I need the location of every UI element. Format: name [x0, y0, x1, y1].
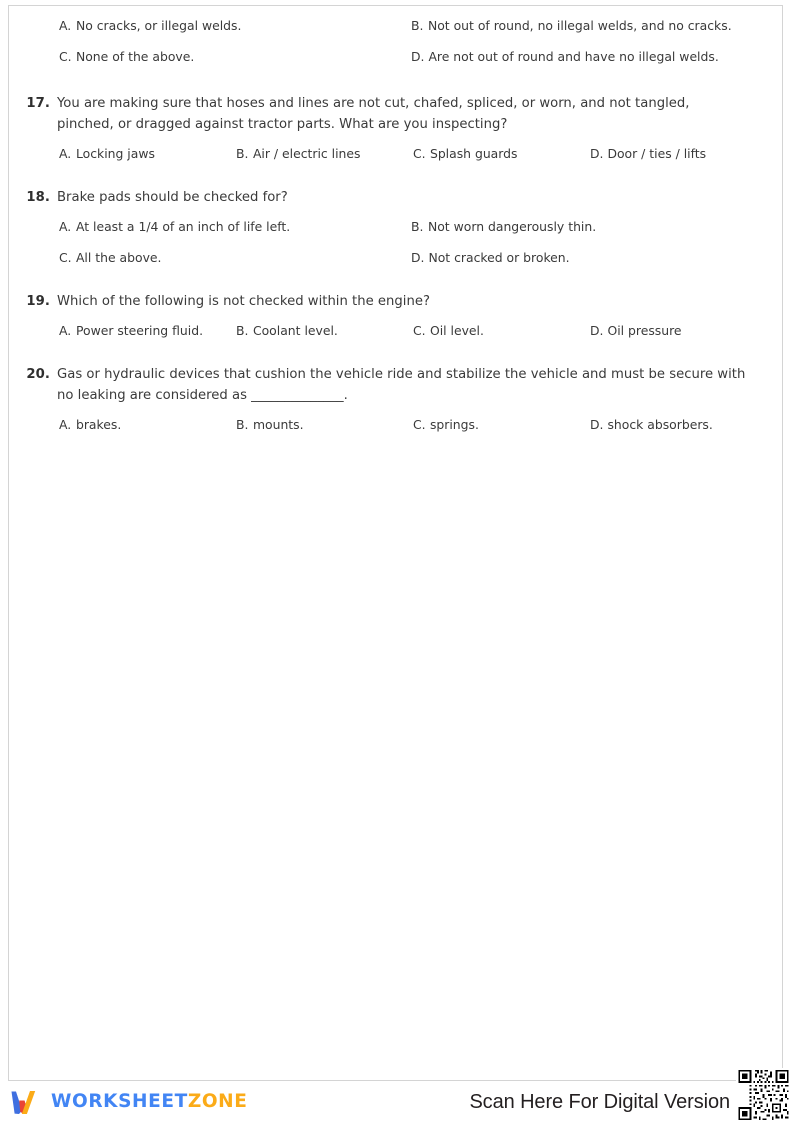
option-d[interactable] [590, 415, 767, 435]
option-text: Coolant level. [252, 323, 338, 338]
option-text: Not cracked or broken. [428, 250, 570, 265]
option-a[interactable] [59, 144, 236, 164]
option-letter: B. [236, 146, 249, 161]
option-text: Are not out of round and have no illegal welds. [428, 49, 719, 64]
option-letter: D. [411, 49, 425, 64]
question-20 [22, 364, 770, 435]
option-letter: A. [59, 323, 72, 338]
option-letter: C. [413, 417, 426, 432]
option-text: Oil level. [429, 323, 484, 338]
option-text: Door / ties / lifts [607, 146, 707, 161]
question-19 [22, 291, 770, 341]
option-b[interactable] [411, 217, 596, 237]
option-text: brakes. [75, 417, 122, 432]
question-number: 20. [26, 367, 50, 382]
worksheet-page-sheet [8, 5, 783, 1081]
option-row [59, 321, 770, 341]
option-letter: D. [590, 146, 604, 161]
question-text: You are making sure that hoses and lines are not cut, chafed, spliced, or worn, and not tangled, pinched, or dragged against tractor parts. What are you inspecting? [57, 96, 690, 132]
option-d[interactable] [411, 248, 570, 268]
option-letter: B. [411, 219, 424, 234]
option-a[interactable] [59, 16, 411, 36]
option-b[interactable] [411, 16, 732, 36]
question-header [22, 364, 770, 406]
option-letter: D. [411, 250, 425, 265]
brand-text-primary: WORKSHEET [51, 1090, 188, 1112]
question-header [22, 291, 770, 312]
worksheet-zone-w-mark-icon [10, 1089, 42, 1116]
spacer [22, 67, 770, 93]
question-18 [22, 187, 770, 268]
question-number: 18. [26, 190, 50, 205]
worksheet-content [22, 16, 770, 435]
question-text: Brake pads should be checked for? [57, 190, 288, 205]
option-row [59, 144, 770, 164]
option-row [59, 47, 770, 67]
option-letter: B. [236, 417, 249, 432]
option-b[interactable] [236, 144, 413, 164]
option-c[interactable] [59, 248, 411, 268]
option-b[interactable] [236, 415, 413, 435]
option-row [59, 217, 770, 237]
option-row [59, 16, 770, 36]
option-text: No cracks, or illegal welds. [75, 18, 242, 33]
option-letter: C. [59, 250, 72, 265]
option-c[interactable] [59, 47, 411, 67]
option-d[interactable] [590, 321, 767, 341]
option-text: Locking jaws [75, 146, 155, 161]
option-text: springs. [429, 417, 479, 432]
option-group [22, 312, 770, 341]
option-text: Not out of round, no illegal welds, and no cracks. [427, 18, 732, 33]
option-letter: C. [59, 49, 72, 64]
option-letter: B. [236, 323, 249, 338]
worksheet-zone-logo[interactable] [10, 1085, 248, 1119]
scan-here-label: Scan Here For Digital Version [469, 1091, 730, 1113]
option-d[interactable] [411, 47, 719, 67]
option-a[interactable] [59, 321, 236, 341]
option-text: mounts. [252, 417, 304, 432]
option-text: Power steering fluid. [75, 323, 204, 338]
spacer [22, 268, 770, 291]
question-text: Which of the following is not checked within the engine? [57, 294, 430, 309]
question-text: Gas or hydraulic devices that cushion the vehicle ride and stabilize the vehicle and must be secure with no leaking are considered as ______________. [57, 367, 746, 403]
option-letter: D. [590, 323, 604, 338]
option-letter: C. [413, 323, 426, 338]
spacer [22, 341, 770, 364]
option-d[interactable] [590, 144, 767, 164]
option-text: Not worn dangerously thin. [427, 219, 597, 234]
option-text: Oil pressure [607, 323, 682, 338]
option-letter: B. [411, 18, 424, 33]
question-17 [22, 93, 770, 164]
option-a[interactable] [59, 415, 236, 435]
brand-text-secondary: ZONE [187, 1090, 248, 1112]
option-group [22, 135, 770, 164]
option-row [59, 415, 770, 435]
option-letter: A. [59, 18, 72, 33]
option-group [22, 208, 770, 268]
question-number: 19. [26, 294, 50, 309]
question-header [22, 93, 770, 135]
option-letter: A. [59, 146, 72, 161]
question-header [22, 187, 770, 208]
option-c[interactable] [413, 415, 590, 435]
option-text: Air / electric lines [252, 146, 361, 161]
option-group [22, 406, 770, 435]
continued-question-options [22, 16, 770, 67]
option-c[interactable] [413, 321, 590, 341]
option-a[interactable] [59, 217, 411, 237]
qr-code-icon[interactable] [736, 1068, 791, 1122]
option-letter: A. [59, 417, 72, 432]
option-letter: C. [413, 146, 426, 161]
option-c[interactable] [413, 144, 590, 164]
option-text: Splash guards [429, 146, 518, 161]
page-footer [0, 1085, 793, 1122]
option-group [22, 16, 770, 67]
option-b[interactable] [236, 321, 413, 341]
question-number: 17. [26, 96, 50, 111]
option-letter: D. [590, 417, 604, 432]
option-text: All the above. [75, 250, 162, 265]
brand-wordmark [51, 1090, 248, 1112]
option-text: None of the above. [75, 49, 195, 64]
option-letter: A. [59, 219, 72, 234]
option-text: At least a 1/4 of an inch of life left. [75, 219, 291, 234]
option-row [59, 248, 770, 268]
spacer [22, 164, 770, 187]
option-text: shock absorbers. [607, 417, 713, 432]
